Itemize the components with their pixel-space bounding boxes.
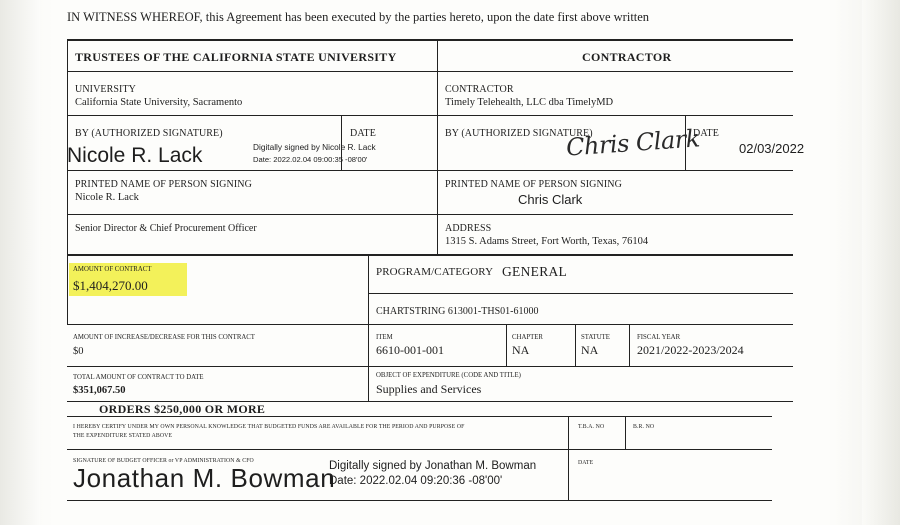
row-divider-2 [67, 170, 793, 171]
univ-signer-name: Nicole R. Lack [67, 144, 203, 167]
certification-line2: THE EXPENDITURE STATED ABOVE [73, 433, 173, 439]
univ-digital-signature-line2: Date: 2022.02.04 09:00:35 -08'00' [253, 155, 368, 164]
address-value: 1315 S. Adams Street, Fort Worth, Texas, 76104 [445, 236, 649, 247]
contractor-printed-name-value: Chris Clark [518, 192, 583, 207]
contractor-label: CONTRACTOR [445, 84, 514, 95]
tba-divider [625, 416, 626, 449]
table-top-border [67, 39, 793, 41]
item-value: 6610-001-001 [376, 343, 444, 357]
contractor-handwritten-signature: Chris Clark [565, 124, 701, 162]
chapter-label: CHAPTER [512, 334, 543, 341]
statute-divider [575, 324, 576, 366]
expenditure-value: Supplies and Services [376, 382, 482, 396]
statute-label: STATUTE [581, 334, 610, 341]
contractor-value: Timely Telehealth, LLC dba TimelyMD [445, 97, 614, 108]
total-amount-label: TOTAL AMOUNT OF CONTRACT TO DATE [73, 374, 204, 381]
table-bottom-border [67, 500, 772, 501]
increase-value: $0 [73, 346, 84, 357]
row-divider-9 [67, 449, 772, 450]
chapter-value: NA [512, 343, 530, 357]
br-label: B.R. NO [633, 424, 655, 430]
contractor-date-value: 02/03/2022 [739, 141, 805, 156]
orders-heading: ORDERS $250,000 OR MORE [99, 402, 266, 416]
row-divider-6 [67, 366, 793, 367]
lower-divider [368, 254, 369, 401]
row-divider-3 [67, 214, 793, 215]
univ-signature-label: BY (AUTHORIZED SIGNATURE) [75, 128, 223, 139]
total-amount-value: $351,067.50 [73, 385, 126, 396]
budget-digital-signature-line2: Date: 2022.02.04 09:20:36 -08'00' [329, 475, 503, 487]
row-divider-8 [67, 416, 772, 417]
university-label: UNIVERSITY [75, 84, 136, 95]
chapter-divider [506, 324, 507, 366]
contractor-printed-name-label: PRINTED NAME OF PERSON SIGNING [445, 179, 622, 190]
row-divider-4 [67, 254, 793, 256]
address-label: ADDRESS [445, 223, 492, 234]
univ-date-label: DATE [350, 128, 376, 139]
tba-label: T.B.A. NO [578, 424, 605, 430]
item-label: ITEM [376, 334, 393, 341]
university-header: TRUSTEES OF THE CALIFORNIA STATE UNIVERSITY [75, 50, 397, 64]
witness-statement: IN WITNESS WHEREOF, this Agreement has been executed by the parties hereto, upon the date first above written [67, 10, 650, 24]
budget-date-label: DATE [578, 460, 594, 466]
univ-digital-signature-line1: Digitally signed by Nicole R. Lack [253, 142, 376, 152]
university-value: California State University, Sacramento [75, 97, 243, 108]
univ-printed-name-value: Nicole R. Lack [75, 192, 139, 203]
table-left-border [67, 39, 68, 325]
univ-printed-name-label: PRINTED NAME OF PERSON SIGNING [75, 179, 252, 190]
contractor-header: CONTRACTOR [582, 50, 672, 64]
center-divider [437, 39, 438, 254]
increase-label: AMOUNT OF INCREASE/DECREASE FOR THIS CONTRACT [73, 334, 255, 341]
contractor-signature-label: BY (AUTHORIZED SIGNATURE) [445, 128, 593, 139]
program-divider [368, 293, 793, 294]
fiscal-year-value: 2021/2022-2023/2024 [637, 343, 744, 357]
budget-digital-signature-line1: Digitally signed by Jonathan M. Bowman [329, 460, 537, 472]
expenditure-label: OBJECT OF EXPENDITURE (CODE AND TITLE) [376, 372, 521, 379]
program-value: GENERAL [502, 264, 568, 279]
certification-line1: I HEREBY CERTIFY UNDER MY OWN PERSONAL KNOWLEDGE THAT BUDGETED FUNDS ARE AVAILABLE FOR THE PERIOD AND PURPOSE OF [73, 424, 465, 430]
row-divider-5 [67, 324, 793, 325]
page-left-shadow [0, 0, 40, 525]
budget-signer-name: Jonathan M. Bowman [73, 463, 336, 493]
budget-signature-label: SIGNATURE OF BUDGET OFFICER or VP ADMINISTRATION & CFO [73, 458, 254, 464]
univ-signer-title: Senior Director & Chief Procurement Officer [75, 223, 257, 234]
statute-value: NA [581, 343, 599, 357]
chartstring: CHARTSTRING 613001-THS01-61000 [376, 306, 539, 317]
amount-label: AMOUNT OF CONTRACT [73, 266, 152, 273]
contractor-date-label: DATE [693, 128, 719, 139]
header-divider [67, 71, 793, 72]
fiscal-divider [629, 324, 630, 366]
cert-divider [568, 416, 569, 500]
page-right-shadow [862, 0, 900, 525]
amount-value: $1,404,270.00 [73, 278, 148, 293]
program-label: PROGRAM/CATEGORY [376, 266, 494, 278]
fiscal-year-label: FISCAL YEAR [637, 334, 681, 341]
